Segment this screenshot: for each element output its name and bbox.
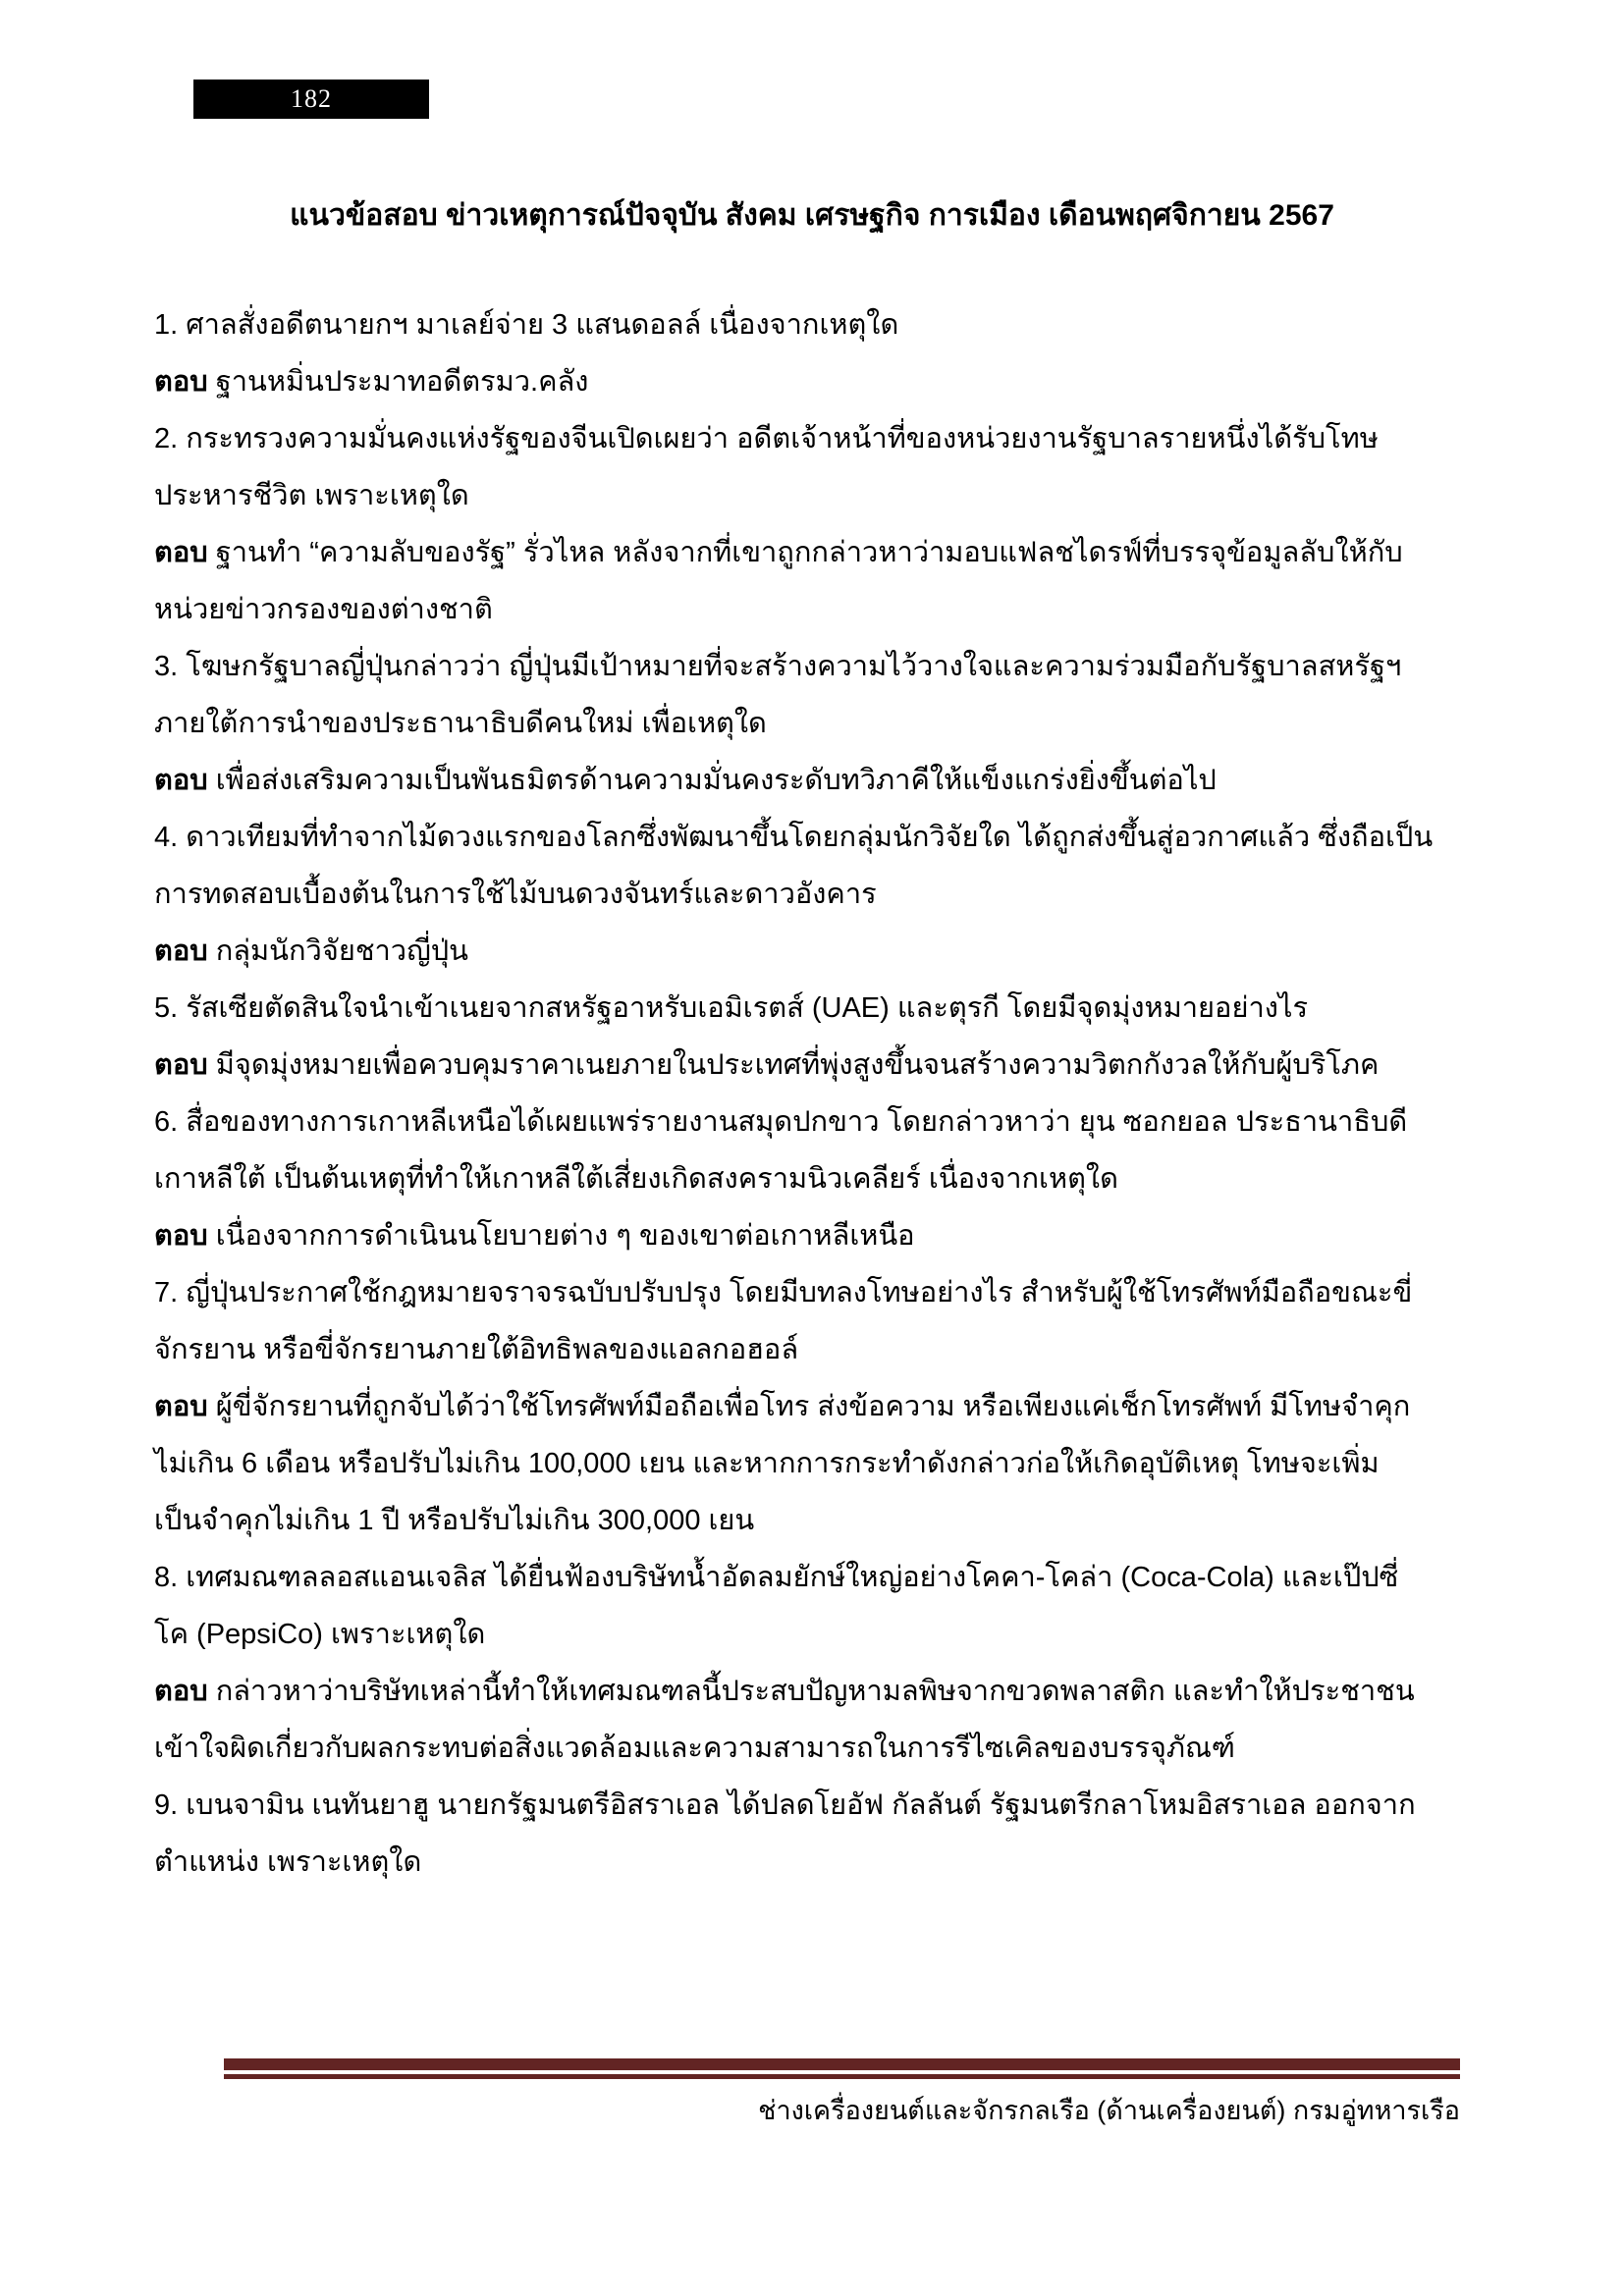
answer-prefix: ตอบ (154, 1049, 216, 1081)
answer-prefix: ตอบ (154, 537, 216, 568)
footer-rule-thin (224, 2074, 1460, 2079)
answer-line: ตอบ เนื่องจากการดำเนินนโยบายต่าง ๆ ของเขาต่อเกาหลีเหนือ (154, 1220, 915, 1252)
document-body (154, 296, 1480, 1891)
answer-line: ตอบ กล่าวหาว่าบริษัทเหล่านี้ทำให้เทศมณฑลนี้ประสบปัญหามลพิษจากขวดพลาสติก และทำให้ประชาชน (154, 1676, 1415, 1707)
answer-prefix: ตอบ (154, 366, 216, 398)
answer-prefix: ตอบ (154, 765, 216, 796)
answer-line: ตอบ ผู้ขี่จักรยานที่ถูกจับได้ว่าใช้โทรศัพท์มือถือเพื่อโทร ส่งข้อความ หรือเพียงแค่เช็กโทรศัพท์ มีโทษจำคุก (154, 1391, 1411, 1422)
body-line: 8. เทศมณฑลลอสแอนเจลิส ได้ยื่นฟ้องบริษัทน้ำอัดลมยักษ์ใหญ่อย่างโคคา-โคล่า (Coca-Cola) และเป๊ปซี่ (154, 1562, 1399, 1593)
body-line: 1. ศาลสั่งอดีตนายกฯ มาเลย์จ่าย 3 แสนดอลล์ เนื่องจากเหตุใด (154, 309, 899, 341)
body-line: การทดสอบเบื้องต้นในการใช้ไม้บนดวงจันทร์และดาวอังคาร (154, 879, 877, 910)
answer-prefix: ตอบ (154, 1676, 216, 1707)
answer-line: ตอบ กลุ่มนักวิจัยชาวญี่ปุ่น (154, 935, 469, 967)
page-number-box (193, 80, 429, 119)
body-line: ประหารชีวิต เพราะเหตุใด (154, 480, 469, 511)
answer-line: ตอบ ฐานทำ “ความลับของรัฐ” รั่วไหล หลังจากที่เขาถูกกล่าวหาว่ามอบแฟลชไดรฟ์ที่บรรจุข้อมูลลับให้กับ (154, 537, 1403, 568)
body-line: 2. กระทรวงความมั่นคงแห่งรัฐของจีนเปิดเผยว่า อดีตเจ้าหน้าที่ของหน่วยงานรัฐบาลรายหนึ่งได้รับโทษ (154, 423, 1379, 454)
body-line: จักรยาน หรือขี่จักรยานภายใต้อิทธิพลของแอลกอฮอล์ (154, 1334, 799, 1365)
body-line: หน่วยข่าวกรองของต่างชาติ (154, 594, 493, 625)
page-number: 182 (291, 84, 332, 113)
body-line: 6. สื่อของทางการเกาหลีเหนือได้เผยแพร่รายงานสมุดปกขาว โดยกล่าวหาว่า ยุน ซอกยอล ประธานาธิบดี (154, 1106, 1408, 1138)
answer-prefix: ตอบ (154, 1220, 216, 1252)
body-line: 3. โฆษกรัฐบาลญี่ปุ่นกล่าวว่า ญี่ปุ่นมีเป้าหมายที่จะสร้างความไว้วางใจและความร่วมมือกับรัฐบาลสหรัฐฯ (154, 651, 1402, 682)
answer-line: ตอบ มีจุดมุ่งหมายเพื่อควบคุมราคาเนยภายในประเทศที่พุ่งสูงขึ้นจนสร้างความวิตกกังวลให้กับผู้บริโภค (154, 1049, 1380, 1081)
body-line: 7. ญี่ปุ่นประกาศใช้กฎหมายจราจรฉบับปรับปรุง โดยมีบทลงโทษอย่างไร สำหรับผู้ใช้โทรศัพท์มือถือขณะขี่ (154, 1277, 1413, 1308)
body-line: เกาหลีใต้ เป็นต้นเหตุที่ทำให้เกาหลีใต้เสี่ยงเกิดสงครามนิวเคลียร์ เนื่องจากเหตุใด (154, 1163, 1118, 1195)
footer-rule-thick (224, 2058, 1460, 2070)
body-line: ภายใต้การนำของประธานาธิบดีคนใหม่ เพื่อเหตุใด (154, 708, 767, 739)
page-title: แนวข้อสอบ ข่าวเหตุการณ์ปัจจุบัน สังคม เศรษฐกิจ การเมือง เดือนพฤศจิกายน 2567 (290, 199, 1334, 232)
body-line: เข้าใจผิดเกี่ยวกับผลกระทบต่อสิ่งแวดล้อมและความสามารถในการรีไซเคิลของบรรจุภัณฑ์ (154, 1733, 1235, 1764)
body-line: 5. รัสเซียตัดสินใจนำเข้าเนยจากสหรัฐอาหรับเอมิเรตส์ (UAE) และตุรกี โดยมีจุดมุ่งหมายอย่างไร (154, 992, 1309, 1024)
answer-prefix: ตอบ (154, 935, 216, 967)
body-line: ตำแหน่ง เพราะเหตุใด (154, 1846, 422, 1878)
footer-rule (224, 2058, 1460, 2079)
body-line: 4. ดาวเทียมที่ทำจากไม้ดวงแรกของโลกซึ่งพัฒนาขึ้นโดยกลุ่มนักวิจัยใด ได้ถูกส่งขึ้นสู่อวกาศแล้ว ซึ่งถือเป็น (154, 822, 1434, 853)
body-line: ไม่เกิน 6 เดือน หรือปรับไม่เกิน 100,000 เยน และหากการกระทำดังกล่าวก่อให้เกิดอุบัติเหตุ โทษจะเพิ่ม (154, 1448, 1380, 1479)
body-line: เป็นจำคุกไม่เกิน 1 ปี หรือปรับไม่เกิน 300,000 เยน (154, 1505, 755, 1536)
body-line: โค (PepsiCo) เพราะเหตุใด (154, 1619, 486, 1650)
footer-text: ช่างเครื่องยนต์และจักรกลเรือ (ด้านเครื่องยนต์) กรมอู่ทหารเรือ (758, 2096, 1460, 2125)
answer-line: ตอบ เพื่อส่งเสริมความเป็นพันธมิตรด้านความมั่นคงระดับทวิภาคีให้แข็งแกร่งยิ่งขึ้นต่อไป (154, 765, 1217, 796)
answer-prefix: ตอบ (154, 1391, 216, 1422)
answer-line: ตอบ ฐานหมิ่นประมาทอดีตรมว.คลัง (154, 366, 589, 398)
body-line: 9. เบนจามิน เนทันยาฮู นายกรัฐมนตรีอิสราเอล ได้ปลดโยอัฟ กัลลันต์ รัฐมนตรีกลาโหมอิสราเอล ออกจาก (154, 1789, 1416, 1821)
